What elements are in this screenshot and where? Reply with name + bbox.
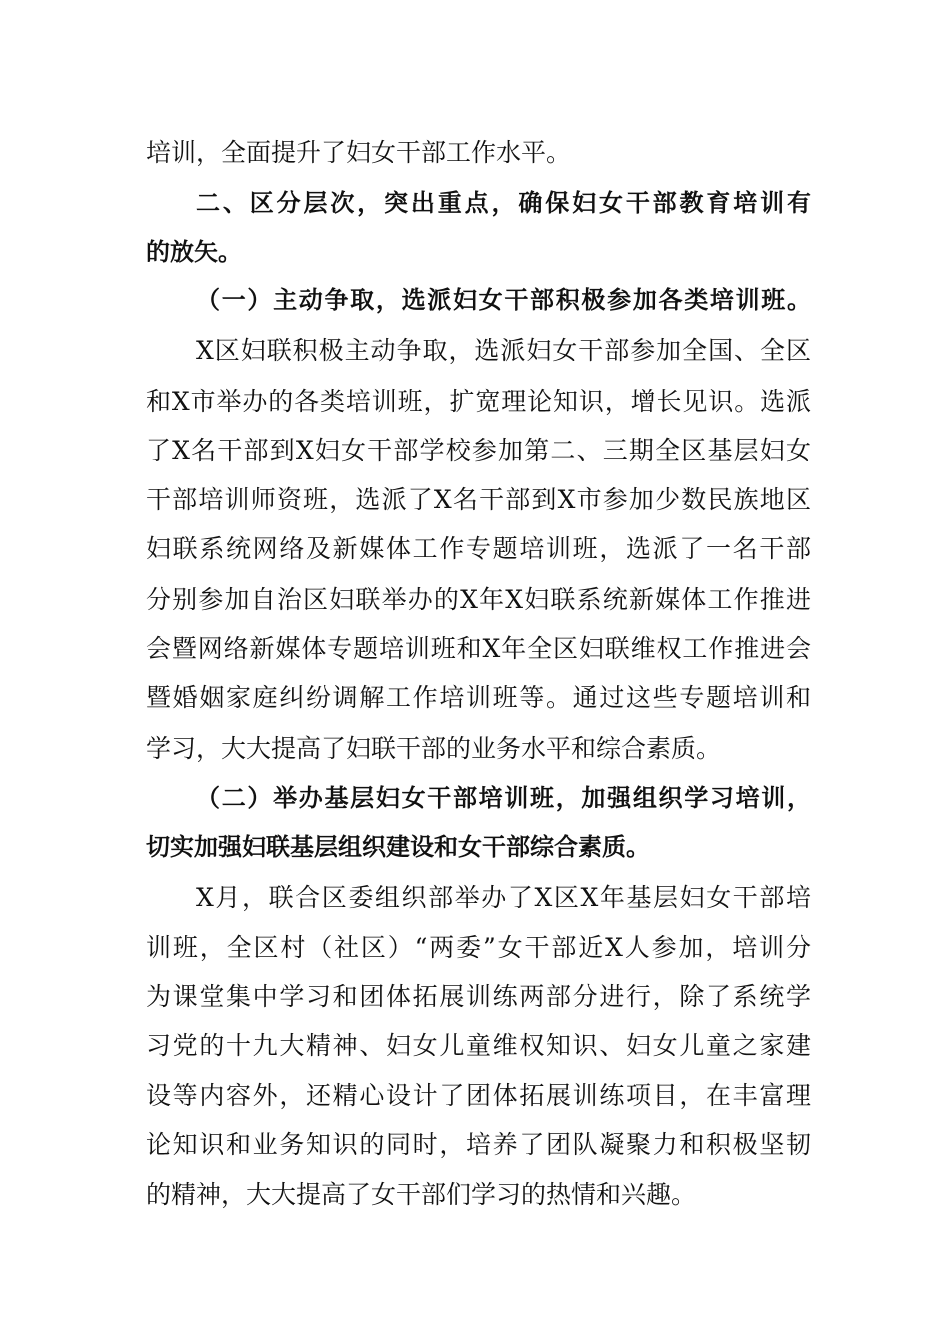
paragraph-line: 妇联系统网络及新媒体工作专题培训班，选派了一名干部: [146, 534, 811, 563]
paragraph-line: X月，联合区委组织部举办了X区X年基层妇女干部培: [196, 883, 811, 912]
paragraph-line: 会暨网络新媒体专题培训班和X年全区妇联维权工作推进会: [146, 634, 811, 663]
subsection-heading-2: （二）举办基层妇女干部培训班，加强组织学习培训，: [196, 784, 811, 812]
paragraph-line: 干部培训师资班，选派了X名干部到X市参加少数民族地区: [146, 485, 811, 514]
paragraph-line: 为课堂集中学习和团体拓展训练两部分进行，除了系统学: [146, 982, 811, 1011]
paragraph-line: 学习，大大提高了妇联干部的业务水平和综合素质。: [146, 734, 722, 763]
paragraph-line: X区妇联积极主动争取，选派妇女干部参加全国、全区: [196, 336, 811, 365]
section-heading-continued: 的放矢。: [146, 238, 242, 266]
paragraph-line: 设等内容外，还精心设计了团体拓展训练项目，在丰富理: [146, 1081, 811, 1110]
section-heading: 二、区分层次，突出重点，确保妇女干部教育培训有: [196, 189, 811, 217]
paragraph-line: 培训，全面提升了妇女干部工作水平。: [146, 138, 572, 167]
subsection-heading-1: （一）主动争取，选派妇女干部积极参加各类培训班。: [196, 286, 811, 314]
paragraph-line: 和X市举办的各类培训班，扩宽理论知识，增长见识。选派: [146, 387, 811, 416]
paragraph-line: 习党的十九大精神、妇女儿童维权知识、妇女儿童之家建: [146, 1031, 811, 1060]
paragraph-line: 分别参加自治区妇联举办的X年X妇联系统新媒体工作推进: [146, 585, 811, 614]
paragraph-line: 暨婚姻家庭纠纷调解工作培训班等。通过这些专题培训和: [146, 683, 811, 712]
paragraph-line: 的精神，大大提高了女干部们学习的热情和兴趣。: [146, 1180, 697, 1209]
paragraph-line: 训班，全区村（社区）“两委”女干部近X人参加，培训分: [146, 933, 811, 962]
subsection-heading-2-continued: 切实加强妇联基层组织建设和女干部综合素质。: [146, 833, 650, 861]
paragraph-line: 论知识和业务知识的同时，培养了团队凝聚力和积极坚韧: [146, 1130, 811, 1159]
paragraph-line: 了X名干部到X妇女干部学校参加第二、三期全区基层妇女: [146, 436, 811, 465]
